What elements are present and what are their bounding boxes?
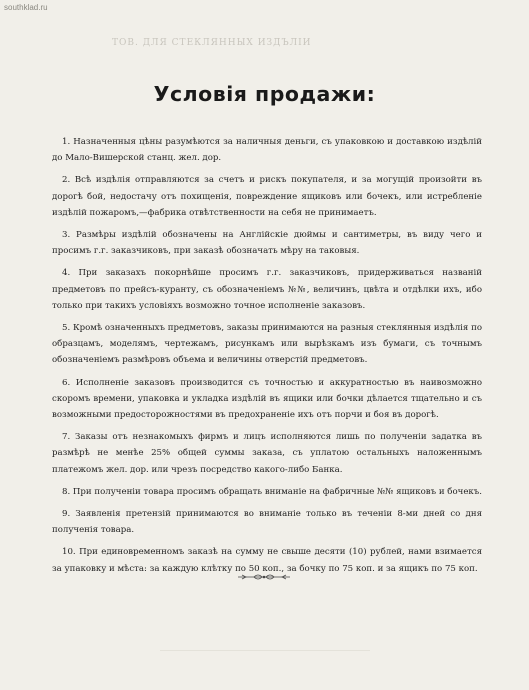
bleed-through-footer [160, 650, 370, 661]
ornament-divider-icon [236, 572, 292, 582]
term-paragraph-7: 7. Заказы отъ незнакомыхъ фирмъ и лицъ исполняются лишь по полученіи задатка въ размѣрѣ не менѣе 25% общей суммы заказа, съ уплатою остальныхъ наложеннымъ платежомъ жел. дор. или чрезъ посредство какого-либо Банка. [52, 432, 482, 475]
site-watermark: southklad.ru [4, 3, 48, 12]
bleed-through-header: ТОВ. ДЛЯ СТЕКЛЯННЫХ ИЗДЪЛІЙ [112, 38, 312, 48]
term-paragraph-8: 8. При полученіи товара просимъ обращать вниманіе на фабричные №№ ящиковъ и бочекъ. [62, 486, 482, 497]
term-paragraph-4: 4. При заказахъ покорнѣйше просимъ г.г. заказчиковъ, придерживаться названій предметовъ по прейсъ-куранту, съ обозначеніемъ №№, величинъ, цвѣта и отдѣлки ихъ, ибо только при такихъ условіяхъ возможно точное исполненіе заказовъ. [52, 268, 482, 311]
term-paragraph-9: 9. Заявленія претензій принимаются во вниманіе только въ теченіи 8-ми дней со дня полученія товара. [52, 509, 482, 536]
term-paragraph-6: 6. Исполненіе заказовъ производится съ точностью и аккуратностью въ наивозможно скоромъ времени, упаковка и укладка издѣлій въ ящики или бочки дѣлается тщательно и съ возможными предосторожностями въ предохраненіе ихъ отъ порчи и боя въ дорогѣ. [52, 377, 482, 421]
term-paragraph-5: 5. Кромѣ означенныхъ предметовъ, заказы принимаются на разныя стеклянныя издѣлія по образцамъ, моделямъ, чертежамъ, рисункамъ или вырѣзкамъ изъ бумаги, съ точнымъ обозначеніемъ размѣровъ объема и величины отверстій предметовъ. [52, 323, 482, 366]
term-paragraph-3: 3. Размѣры издѣлій обозначены на Англійскіе дюймы и сантиметры, въ виду чего и просимъ г.г. заказчиковъ, при заказѣ обозначать мѣру на таковыя. [52, 230, 482, 257]
terms-list [52, 134, 482, 583]
term-paragraph-10: 10. При единовременномъ заказѣ на сумму не свыше десяти (10) рублей, нами взимается за упаковку и мѣста: за каждую клѣтку по 50 коп., за бочку по 75 коп. и за ящикъ по 75 коп. [52, 547, 482, 574]
term-paragraph-1: 1. Назначенныя цѣны разумѣются за наличныя деньги, съ упаковкою и доставкою издѣлій до Мало-Вишерской станц. жел. дор. [52, 137, 482, 164]
term-paragraph-2: 2. Всѣ издѣлія отправляются за счетъ и рискъ покупателя, и за могущій произойти въ дорогѣ бой, недостачу отъ похищенія, повреждение ящиковъ или бочекъ, или истребленіе издѣлій пожаромъ,—фабрика отвѣтственности на себя не принимаетъ. [52, 175, 482, 218]
page-title: Условія продажи: [153, 82, 376, 106]
